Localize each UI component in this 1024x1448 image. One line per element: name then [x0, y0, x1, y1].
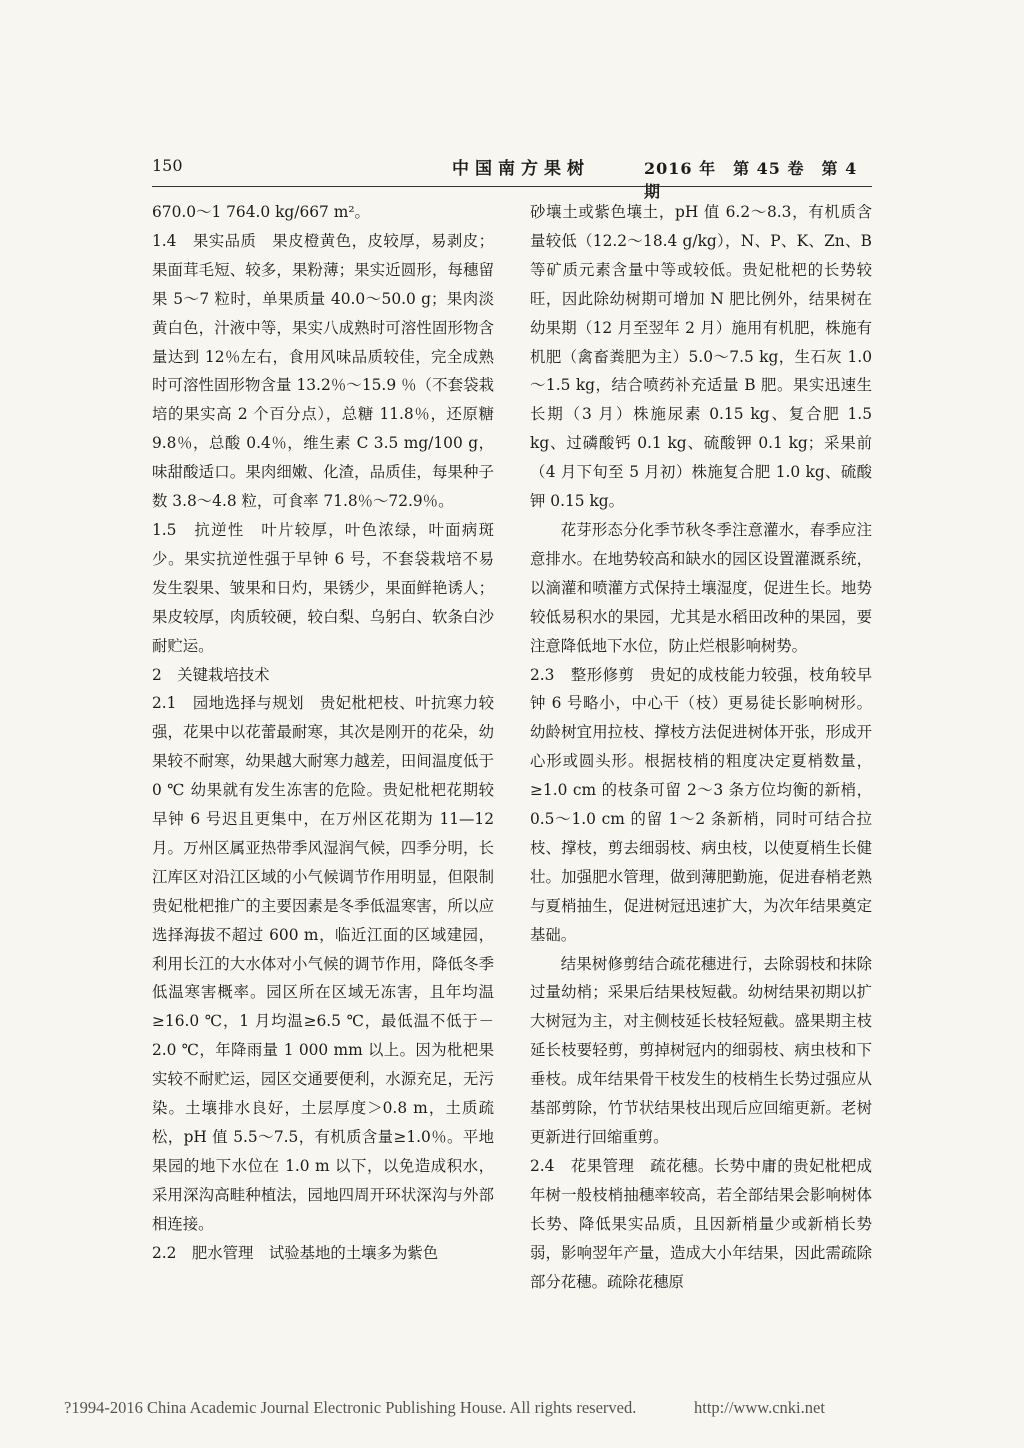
issue-info: 2016 年 第 45 卷 第 4 期: [644, 159, 858, 201]
section-2-4-flower-fruit: 2.4 花果管理 疏花穗。长势中庸的贵妃枇杷成年树一般枝梢抽穗率较高，若全部结果会影响树体长势、降低果实品质，且因新梢量少或新梢长势弱，影响翌年产量，造成大小年结果，因此需疏除部分花穗。疏除花穗原: [530, 1156, 872, 1291]
copyright-notice: ?1994-2016 China Academic Journal Electronic Publishing House. All rights reserved.: [64, 1398, 637, 1417]
journal-title: 中国南方果树: [452, 159, 590, 179]
section-1-5-stress-resistance: 1.5 抗逆性 叶片较厚，叶色浓绿，叶面病斑少。果实抗逆性强于早钟 6 号，不套袋栽培不易发生裂果、皱果和日灼，果锈少，果面鲜艳诱人；果皮较厚，肉质较硬，较白梨、乌躬白、软条白沙耐贮运。: [152, 520, 494, 655]
right-column: [530, 198, 872, 1296]
left-column: [152, 198, 494, 1268]
section-2-1-site-selection: 2.1 园地选择与规划 贵妃枇杷枝、叶抗寒力较强，花果中以花蕾最耐寒，其次是刚开的花朵，幼果较不耐寒，幼果越大耐寒力越差，田间温度低于 0 ℃ 幼果就有发生冻害的危险。贵妃枇杷花期较早钟 6 号迟且更集中，在万州区花期为 11—12 月。万州区属亚热带季风湿润气候，四季分明，长江库区对沿江区域的小气候调节作用明显，但限制贵妃枇杷推广的主要因素是冬季低温寒害，所以应选择海拔不超过 600 m，临近江面的区域建园，利用长江的大水体对小气候的调节作用，降低冬季低温寒害概率。园区所在区域无冻害，且年均温≥16.0 ℃，1 月均温≥6.5 ℃，最低温不低于－2.0 ℃，年降雨量 1 000 mm 以上。因为枇杷果实较不耐贮运，园区交通要便利，水源充足，无污染。土壤排水良好，土层厚度＞0.8 m，土质疏松，pH 值 5.5～7.5，有机质含量≥1.0％。平地果园的地下水位在 1.0 m 以下，以免造成积水，采用深沟高畦种植法，园地四周开环状深沟与外部相连接。: [152, 694, 494, 1233]
paragraph-fruiting-pruning: 结果树修剪结合疏花穗进行，去除弱枝和抹除过量幼梢；采果后结果枝短截。幼树结果初期以扩大树冠为主，对主侧枝延长枝轻短截。盛果期主枝延长枝要轻剪，剪掉树冠内的细弱枝、病虫枝和下垂枝。成年结果骨干枝发生的枝梢生长势过强应从基部剪除，竹节状结果枝出现后应回缩更新。老树更新进行回缩重剪。: [530, 954, 872, 1146]
page-header: [152, 150, 872, 201]
section-2-3-pruning: 2.3 整形修剪 贵妃的成枝能力较强，枝角较早钟 6 号略小，中心干（枝）更易徒长影响树形。幼龄树宜用拉枝、撑枝方法促进树体开张，形成开心形或圆头形。根据枝梢的粗度决定夏梢数量，≥1.0 cm 的枝条可留 2～3 条方位均衡的新梢，0.5～1.0 cm 的留 1～2 条新梢，同时可结合拉枝、撑枝，剪去细弱枝、病虫枝，以使夏梢生长健壮。加强肥水管理，做到薄肥勤施，促进春梢老熟与夏梢抽生，促进树冠迅速扩大，为次年结果奠定基础。: [530, 665, 872, 944]
header-rule: [152, 186, 872, 187]
page-number: 150: [152, 156, 183, 175]
paragraph-irrigation: 花芽形态分化季节秋冬季注意灌水，春季应注意排水。在地势较高和缺水的园区设置灌溉系统，以滴灌和喷灌方式保持土壤湿度，促进生长。地势较低易积水的果园，尤其是水稻田改种的果园，要注意降低地下水位，防止烂根影响树势。: [530, 520, 872, 655]
paragraph-yield: 670.0～1 764.0 kg/667 m²。: [152, 203, 370, 221]
paragraph-soil-fertilizer: 砂壤土或紫色壤土，pH 值 6.2～8.3，有机质含量较低（12.2～18.4 g/kg），N、P、K、Zn、B 等矿质元素含量中等或较低。贵妃枇杷的长势较旺，因此除幼树期可增加 N 肥比例外，结果树在幼果期（12 月至翌年 2 月）施用有机肥，株施有机肥（禽畜粪肥为主）5.0～7.5 kg，生石灰 1.0～1.5 kg，结合喷药补充适量 B 肥。果实迅速生长期（3 月）株施尿素 0.15 kg、复合肥 1.5 kg、过磷酸钙 0.1 kg、硫酸钾 0.1 kg；采果前（4 月下旬至 5 月初）株施复合肥 1.0 kg、硫酸钾 0.15 kg。: [530, 203, 872, 511]
section-2-heading: 2 关键栽培技术: [152, 665, 270, 684]
footer-url[interactable]: http://www.cnki.net: [694, 1398, 825, 1417]
section-1-4-fruit-quality: 1.4 果实品质 果皮橙黄色，皮较厚，易剥皮；果面茸毛短、较多，果粉薄；果实近圆形，每穗留果 5～7 粒时，单果质量 40.0～50.0 g；果肉淡黄白色，汁液中等，果实八成熟时可溶性固形物含量达到 12％左右，食用风味品质较佳，完全成熟时可溶性固形物含量 13.2％～15.9 ％（不套袋栽培的果实高 2 个百分点），总糖 11.8％，还原糖 9.8％，总酸 0.4％，维生素 C 3.5 mg/100 g，味甜酸适口。果肉细嫩、化渣，品质佳，每果种子数 3.8～4.8 粒，可食率 71.8％～72.9％。: [152, 231, 494, 511]
page-footer: [0, 1398, 1024, 1422]
section-2-2-fertilizer-water: 2.2 肥水管理 试验基地的土壤多为紫色: [152, 1243, 439, 1262]
